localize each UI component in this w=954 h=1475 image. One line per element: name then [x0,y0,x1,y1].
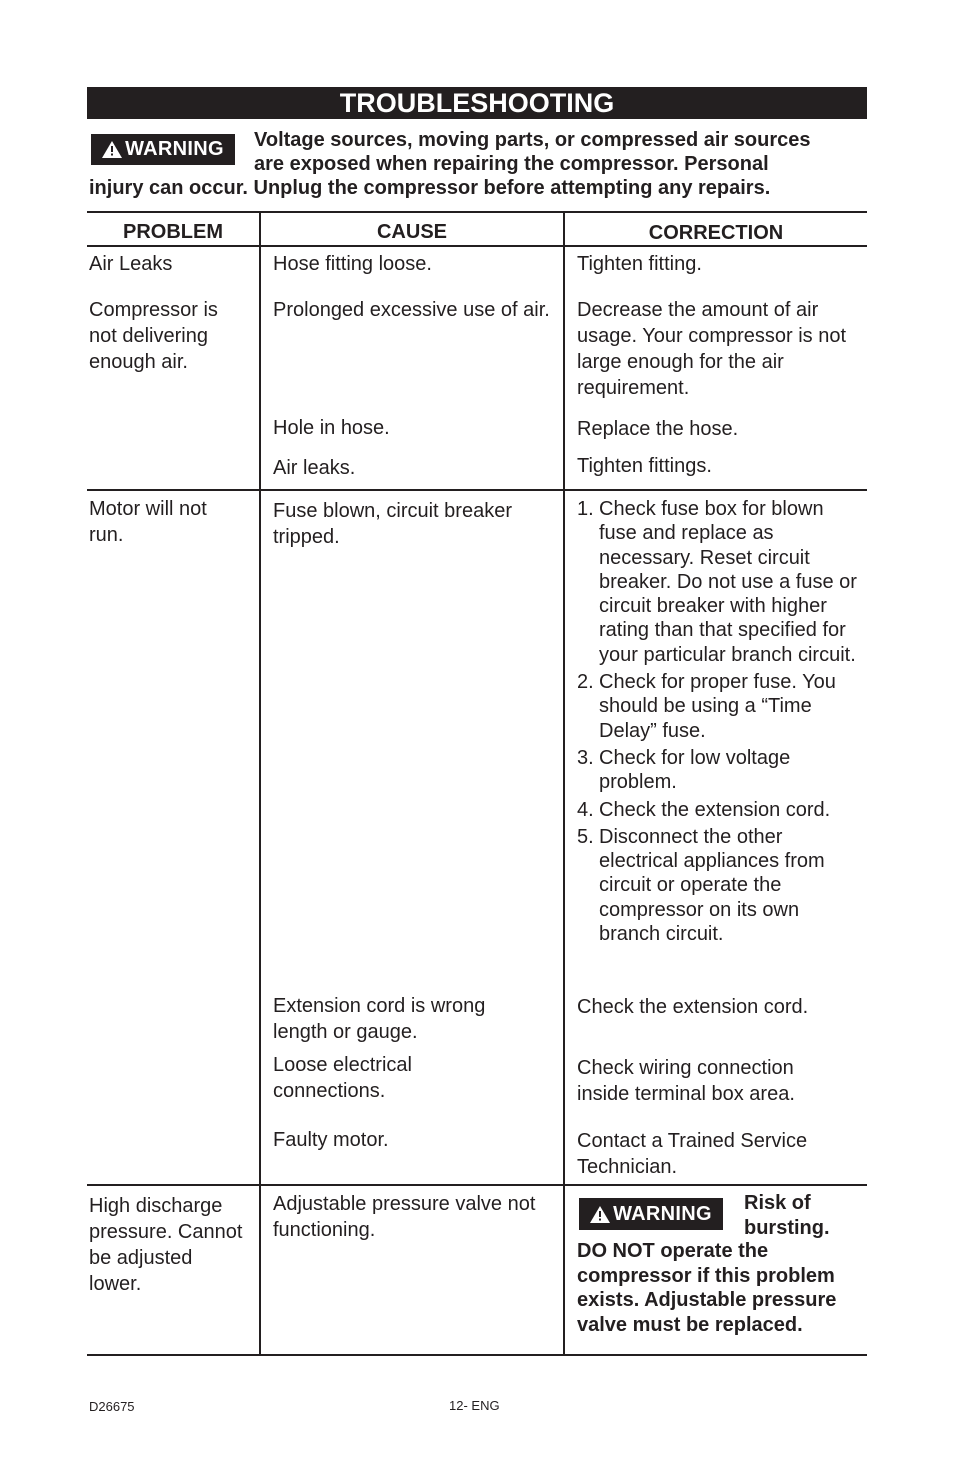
problem-air-leaks: Air Leaks [89,253,173,275]
cause-extension-cord: Extension cord is wrong length or gauge. [273,995,486,1043]
problem-not-delivering: Compressor is not delivering enough air. [89,299,218,373]
correction-tighten-fittings: Tighten fittings. [577,455,712,477]
cause-fuse-blown: Fuse blown, circuit breaker tripped. [273,500,512,548]
correction-check-extension-cord: Check the extension cord. [577,996,809,1018]
page-title: TROUBLESHOOTING [87,87,867,119]
correction-check-wiring: Check wiring connection inside terminal box area. [577,1057,795,1105]
doc-number: D26675 [89,1399,135,1414]
warning-label-2: WARNING [613,1202,712,1225]
correction-do-not-operate: DO NOT operate the compressor if this problem exists. Adjustable pressure valve must be replaced. [577,1240,837,1336]
header-correction: CORRECTION [648,222,784,244]
header-problem: PROBLEM [123,221,223,243]
column-divider-2 [563,211,565,1356]
cause-faulty-motor: Faulty motor. [273,1129,389,1151]
correction-replace-hose: Replace the hose. [577,418,739,440]
list-item: 4. Check the extension cord. [577,798,831,821]
cause-hose-fitting: Hose fitting loose. [273,253,432,275]
table-top-rule [87,211,867,213]
cause-hole-in-hose: Hole in hose. [273,417,390,439]
problem-high-pressure: High discharge pressure. Cannot be adjusted lower. [89,1195,243,1295]
correction-contact-technician: Contact a Trained Service Technician. [577,1130,808,1178]
row-rule-1 [87,489,867,491]
header-cause: CAUSE [376,221,447,243]
list-item: 2. Check for proper fuse. You should be using a “Time Delay” fuse. [577,671,836,742]
list-item: 3. Check for low voltage problem. [577,746,791,794]
top-warning-line-2: are exposed when repairing the compressor. Personal [254,153,769,175]
warning-label: WARNING [125,138,224,160]
correction-steps-list [577,497,864,949]
warning-badge-2 [579,1198,723,1230]
header-rule [87,245,867,247]
page-number: 12- ENG [449,1398,500,1413]
risk-of-bursting: Risk of bursting. [744,1192,830,1239]
correction-tighten-fitting: Tighten fitting. [577,253,702,275]
warning-badge [91,134,235,165]
warning-triangle-icon [590,1206,610,1223]
list-item: 5. Disconnect the other electrical appliances from circuit or operate the compressor on its own branch circuit. [577,825,825,946]
cause-air-leaks: Air leaks. [273,457,356,479]
list-item: 1. Check fuse box for blown fuse and replace as necessary. Reset circuit breaker. Do not use a fuse or circuit breaker with higher rating than that specified for your particular branch circuit. [577,498,857,666]
problem-motor: Motor will not run. [89,498,207,546]
row-rule-2 [87,1184,867,1186]
top-warning-line-3: injury can occur. Unplug the compressor before attempting any repairs. [89,177,771,199]
column-divider-1 [259,211,261,1356]
cause-pressure-valve: Adjustable pressure valve not functioning. [273,1193,536,1241]
correction-decrease-usage: Decrease the amount of air usage. Your compressor is not large enough for the air requirement. [577,299,847,399]
cause-loose-connections: Loose electrical connections. [273,1054,412,1102]
warning-triangle-icon [102,141,122,158]
cause-excessive-use: Prolonged excessive use of air. [273,299,550,321]
top-warning-line-1: Voltage sources, moving parts, or compressed air sources [254,129,811,151]
table-bottom-rule [87,1354,867,1356]
